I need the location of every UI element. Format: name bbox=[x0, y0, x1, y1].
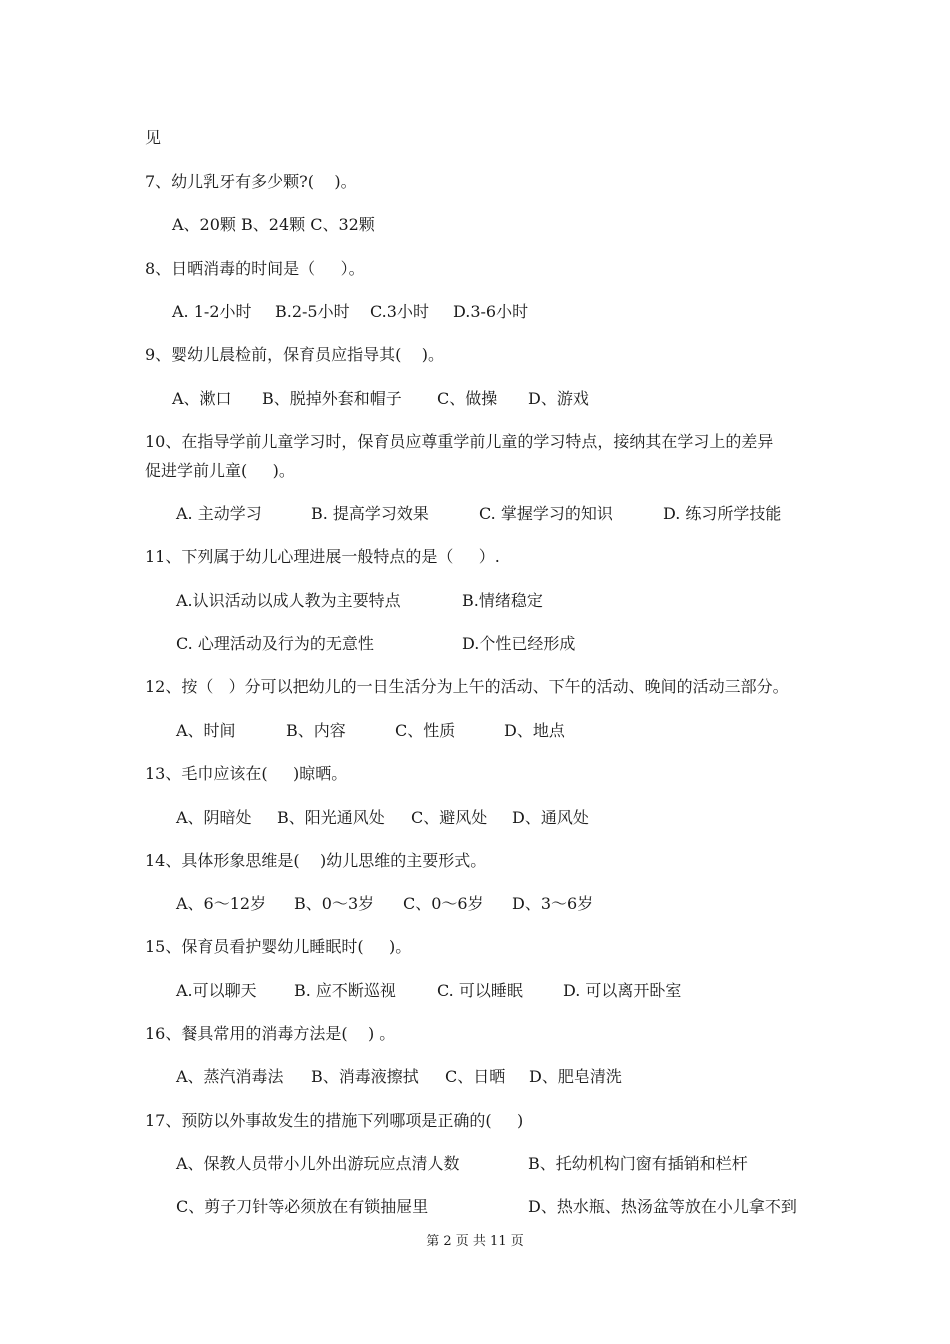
question-stem: 16、餐具常用的消毒方法是( ) 。 bbox=[145, 1024, 396, 1043]
question-stem: 10、在指导学前儿童学习时，保育员应尊重学前儿童的学习特点，接纳其在学习上的差异 bbox=[145, 432, 774, 451]
question-stem: 15、保育员看护婴幼儿睡眠时( )。 bbox=[145, 937, 412, 956]
option-b: B、脱掉外套和帽子 bbox=[262, 389, 402, 408]
option-a: A.认识活动以成人教为主要特点 bbox=[176, 591, 401, 610]
option-c: C.3小时 bbox=[370, 302, 429, 321]
option-c: C. 心理活动及行为的无意性 bbox=[176, 634, 374, 653]
option-a: A、6～12岁 bbox=[176, 894, 267, 913]
option-a: A.可以聊天 bbox=[176, 981, 257, 1000]
option-d: D. 练习所学技能 bbox=[663, 504, 782, 523]
option-b: B、消毒液擦拭 bbox=[311, 1067, 419, 1086]
option-c: C. 可以睡眠 bbox=[437, 981, 523, 1000]
page-footer: 第 2 页 共 11 页 bbox=[426, 1234, 524, 1249]
option-d: D.个性已经形成 bbox=[462, 634, 576, 653]
option-d: D.3-6小时 bbox=[453, 302, 529, 321]
option-a: A、蒸汽消毒法 bbox=[176, 1067, 284, 1086]
option-c: C、性质 bbox=[395, 721, 456, 740]
option-d: D、通风处 bbox=[512, 808, 589, 827]
option-c: C、避风处 bbox=[411, 808, 488, 827]
option-c: C、日晒 bbox=[445, 1067, 506, 1086]
option-b: B.2-5小时 bbox=[275, 302, 350, 321]
option-d: D、3～6岁 bbox=[512, 894, 594, 913]
option-b: B、内容 bbox=[286, 721, 346, 740]
option-b: B、阳光通风处 bbox=[277, 808, 385, 827]
question-stem: 8、日晒消毒的时间是（ ）。 bbox=[145, 259, 365, 278]
option-a: A、时间 bbox=[176, 721, 236, 740]
question-stem: 12、按（ ）分可以把幼儿的一日生活分为上午的活动、下午的活动、晚间的活动三部分。 bbox=[145, 677, 789, 696]
option-b: B. 应不断巡视 bbox=[294, 981, 396, 1000]
option-d: D、游戏 bbox=[528, 389, 589, 408]
question-stem: 11、下列属于幼儿心理进展一般特点的是（ ）. bbox=[145, 547, 500, 566]
option-c: C、做操 bbox=[437, 389, 498, 408]
option-b: B. 提高学习效果 bbox=[311, 504, 429, 523]
question-stem-cont: 促进学前儿童( )。 bbox=[145, 461, 295, 480]
option-a: A、阴暗处 bbox=[176, 808, 252, 827]
question-stem: 14、具体形象思维是( )幼儿思维的主要形式。 bbox=[145, 851, 487, 870]
option-d: D、肥皂清洗 bbox=[529, 1067, 622, 1086]
option-a: A、保教人员带小儿外出游玩应点清人数 bbox=[176, 1154, 460, 1173]
option-c: C. 掌握学习的知识 bbox=[479, 504, 613, 523]
question-stem: 9、婴幼儿晨检前，保育员应指导其( )。 bbox=[145, 345, 445, 364]
question-stem: 7、幼儿乳牙有多少颗?( )。 bbox=[145, 172, 357, 191]
option-b: B、0～3岁 bbox=[294, 894, 375, 913]
continuation-text: 见 bbox=[145, 128, 162, 147]
option-c: C、0～6岁 bbox=[403, 894, 484, 913]
option-b: B、托幼机构门窗有插销和栏杆 bbox=[528, 1154, 748, 1173]
option-d: D、热水瓶、热汤盆等放在小儿拿不到 bbox=[528, 1197, 797, 1216]
option-b: B.情绪稳定 bbox=[462, 591, 543, 610]
option-a: A. 主动学习 bbox=[176, 504, 262, 523]
option-c: C、剪子刀针等必须放在有锁抽屉里 bbox=[176, 1197, 429, 1216]
option-a: A. 1-2小时 bbox=[172, 302, 252, 321]
question-stem: 17、预防以外事故发生的措施下列哪项是正确的( ) bbox=[145, 1111, 524, 1130]
option-d: D. 可以离开卧室 bbox=[563, 981, 682, 1000]
question-stem: 13、毛巾应该在( )晾晒。 bbox=[145, 764, 348, 783]
option-a: A、漱口 bbox=[172, 389, 232, 408]
option-row: A、20颗 B、24颗 C、32颗 bbox=[172, 215, 375, 234]
option-d: D、地点 bbox=[504, 721, 565, 740]
